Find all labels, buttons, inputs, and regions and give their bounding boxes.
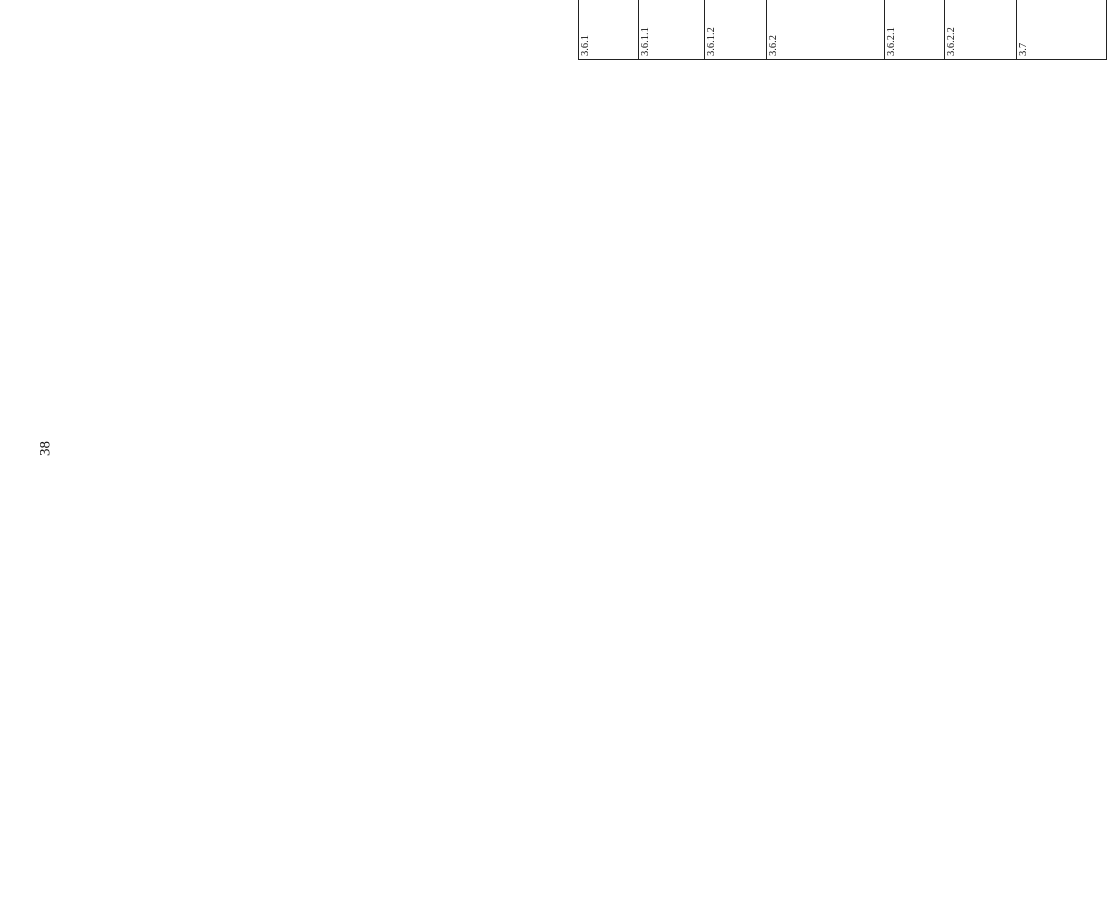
row-number-cell: 3.6.2.1 bbox=[884, 0, 944, 60]
row-number-cell: 3.6.1.2 bbox=[704, 0, 766, 60]
table-row bbox=[1016, 0, 1107, 60]
page-number: 38 bbox=[37, 441, 54, 456]
table-row bbox=[766, 0, 884, 60]
classification-table bbox=[578, 0, 1107, 60]
table-row bbox=[639, 0, 705, 60]
table-row bbox=[884, 0, 944, 60]
table-row bbox=[944, 0, 1016, 60]
row-number-cell: 3.6.2.2 bbox=[944, 0, 1016, 60]
row-number-cell: 3.6.1 bbox=[579, 0, 639, 60]
row-number-cell: 3.6.2 bbox=[766, 0, 884, 60]
table-row bbox=[704, 0, 766, 60]
rotated-table-container bbox=[578, 0, 1068, 60]
row-number-cell: 3.6.1.1 bbox=[639, 0, 705, 60]
table-row bbox=[579, 0, 639, 60]
row-number-cell: 3.7 bbox=[1016, 0, 1107, 60]
